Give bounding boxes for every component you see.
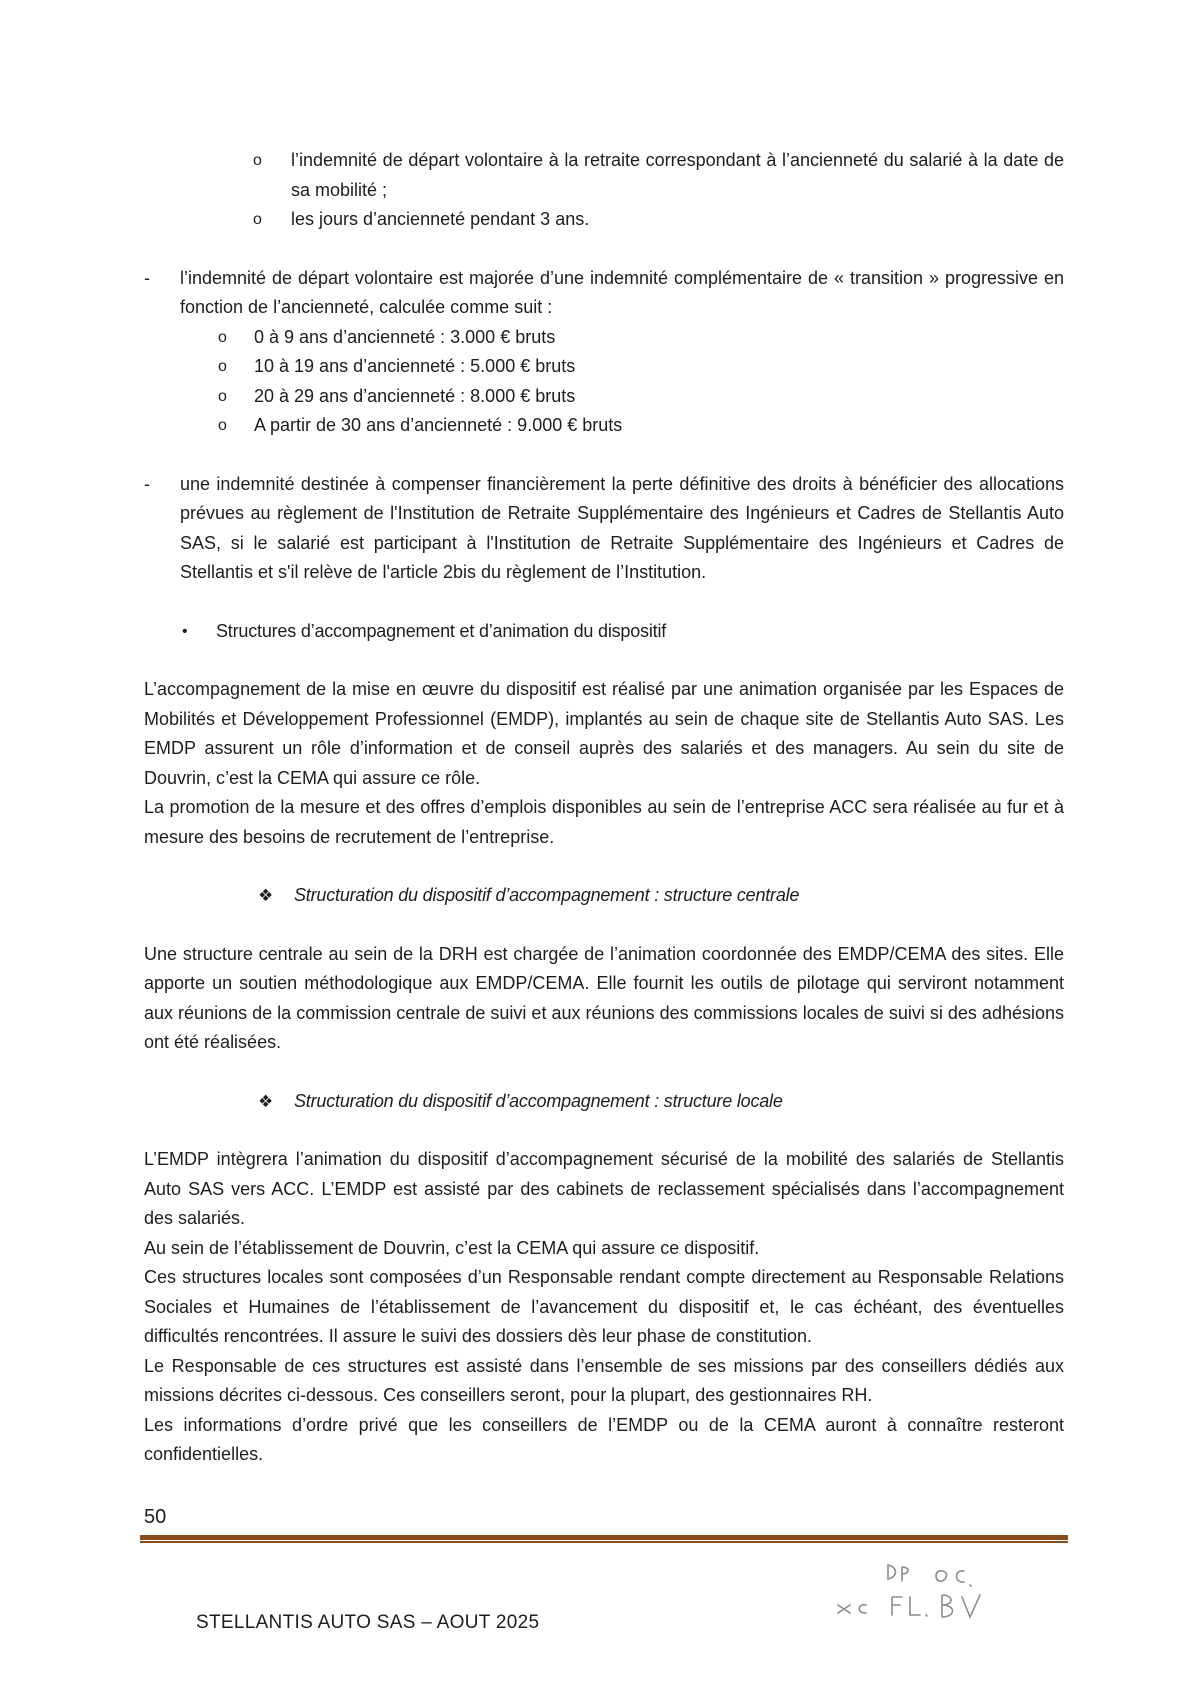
paragraph: Au sein de l’établissement de Douvrin, c’est la CEMA qui assure ce dispositif. [144,1237,760,1258]
paragraph: Le Responsable de ces structures est assisté dans l’ensemble de ses missions par des conseillers dédiés aux missions décrites ci-dessous. Ces conseillers seront, pour la plupart, des gestionnaires RH. [144,1355,1064,1405]
bullet-icon: • [182,622,188,640]
dash-item-text: une indemnité destinée à compenser financièrement la perte définitive des droits à bénéficier des allocations prévues au règlement de l'Institution de Retraite Supplémentaire des Ingénieurs et Cadres de Stellantis Auto SAS, si le salarié est participant à l'Institution de Retraite Supplémentaire des Ingénieurs et Cadres de Stellantis et s'il relève de l'article 2bis du règlement de l’Institution. [180,473,1064,582]
initials-dp [888,1565,908,1581]
circle-bullet-icon: o [218,358,227,375]
section-heading [144,617,1064,647]
handwritten-initials [830,1555,1010,1635]
dash-item [144,470,1064,588]
circle-bullet-icon: o [218,417,227,434]
diamond-bullet-icon: ❖ [258,886,274,905]
subsection-heading [144,881,1064,911]
circle-bullet-icon: o [253,152,262,169]
circle-bullet-icon: o [218,328,227,346]
paragraph: L’accompagnement de la mise en œuvre du dispositif est réalisé par une animation organisée par les Espaces de Mobilités et Développement Professionnel (EMDP), implantés au sein de chaque site de Stellantis Auto SAS. Les EMDP assurent un rôle d’information et de conseil auprès des salariés et des managers. Au sein du site de Douvrin, c’est la CEMA qui assure ce rôle. [144,679,1064,788]
page-content [144,146,1064,1470]
list-item [144,323,1064,353]
initials-xc [838,1605,866,1613]
list-item-text: 10 à 19 ans d’ancienneté : 5.000 € bruts [254,356,576,376]
paragraph: Une structure centrale au sein de la DRH est chargée de l’animation coordonnée des EMDP/CEMA des sites. Elle apporte un soutien méthodologique aux EMDP/CEMA. Elle fournit les outils de pilotage qui serviront notamment aux réunions de la commission centrale de suivi et aux réunions des commissions locales de suivi si des adhésions ont été réalisées. [144,943,1064,1052]
initials-oc [936,1571,971,1586]
subsection-heading-text: Structuration du dispositif d’accompagnement : structure centrale [294,885,800,905]
dash-bullet: - [144,473,150,494]
list-item-text: A partir de 30 ans d’ancienneté : 9.000 € bruts [254,415,623,435]
list-item-text: 0 à 9 ans d’ancienneté : 3.000 € bruts [254,326,556,347]
paragraph: Les informations d’ordre privé que les conseillers de l’EMDP ou de la CEMA auront à connaître resteront confidentielles. [144,1414,1064,1464]
paragraph: La promotion de la mesure et des offres d’emplois disponibles au sein de l’entreprise ACC sera réalisée au fur et à mesure des besoins de recrutement de l’entreprise. [144,797,1064,847]
dash-item [144,264,1064,323]
circle-bullet-icon: o [218,387,227,405]
list-item-text: l’indemnité de départ volontaire à la retraite correspondant à l’ancienneté du salarié à la date de sa mobilité ; [291,150,1064,200]
section-heading-text: Structures d’accompagnement et d’animation du dispositif [216,620,667,641]
list-item [144,146,1064,205]
footer-title: STELLANTIS AUTO SAS – AOUT 2025 [196,1612,540,1633]
page-number: 50 [144,1506,167,1528]
list-item [144,205,1064,235]
list-item [144,352,1064,382]
circle-bullet-icon: o [253,211,262,228]
subsection-heading-text: Structuration du dispositif d’accompagnement : structure locale [294,1090,783,1111]
paragraph: L’EMDP intègrera l’animation du dispositif d’accompagnement sécurisé de la mobilité des salariés de Stellantis Auto SAS vers ACC. L’EMDP est assisté par des cabinets de reclassement spécialisés dans l’accompagnement des salariés. [144,1149,1064,1228]
list-item-text: les jours d’ancienneté pendant 3 ans. [291,209,590,229]
footer-rule [140,1535,1068,1540]
initials-flbv [892,1595,980,1617]
paragraph: Ces structures locales sont composées d’un Responsable rendant compte directement au Responsable Relations Sociales et Humaines de l’établissement de l’avancement du dispositif et, le cas échéant, des éventuelles difficultés rencontrées. Il assure le suivi des dossiers dès leur phase de constitution. [144,1267,1064,1346]
subsection-heading [144,1087,1064,1117]
footer-rule-thin [140,1541,1068,1543]
list-item [144,382,1064,412]
list-item [144,411,1064,441]
list-item-text: 20 à 29 ans d’ancienneté : 8.000 € bruts [254,385,576,406]
diamond-bullet-icon: ❖ [258,1091,274,1111]
dash-item-text: l’indemnité de départ volontaire est majorée d’une indemnité complémentaire de « transition » progressive en fonction de l’ancienneté, calculée comme suit : [180,267,1064,317]
dash-bullet: - [144,267,150,288]
